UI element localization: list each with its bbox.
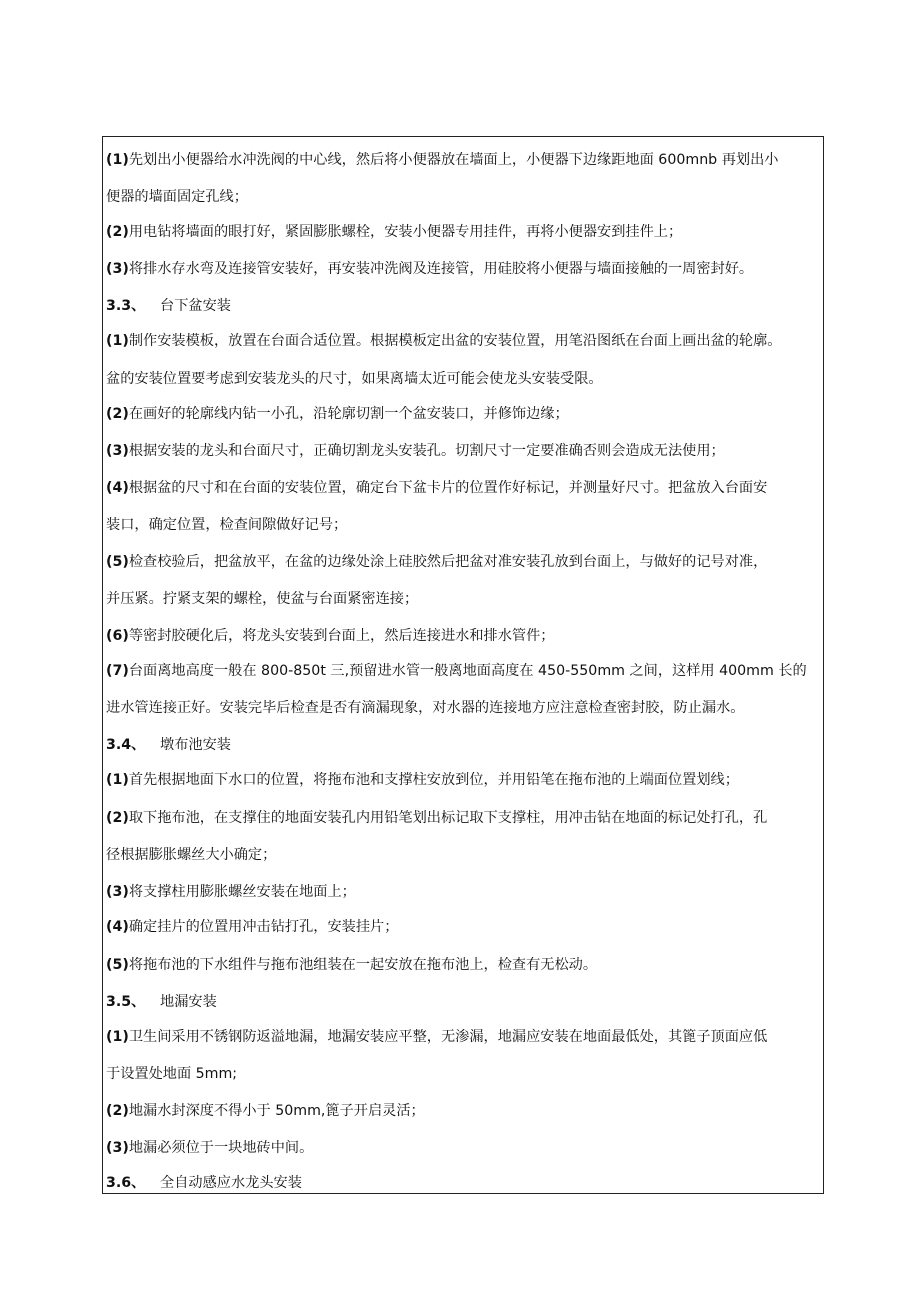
body-line: [106, 808, 767, 828]
body-line: [106, 698, 744, 718]
body-line: [106, 882, 356, 902]
line-text: 检查校验后，把盆放平，在盆的边缘处涂上硅胶然后把盆对准安装孔放到台面上，与做好的记号对准，: [128, 554, 768, 570]
body-line: [106, 770, 739, 790]
line-text: 卫生间采用不锈钢防返溢地漏，地漏安装应平整，无渗漏，地漏应安装在地面最低处，其篦子顶面应低: [128, 1029, 768, 1045]
body-line: [106, 1064, 237, 1084]
section-heading: [106, 992, 217, 1012]
body-line: [106, 917, 398, 937]
item-number: (3): [106, 1140, 129, 1156]
line-text: 于设置处地面 5mm;: [106, 1066, 238, 1082]
line-text: 将拖布池的下水组件与拖布池组装在一起安放在拖布池上，检查有无松动。: [128, 957, 598, 973]
body-line: [106, 845, 276, 865]
body-line: [106, 369, 603, 389]
body-line: [106, 626, 554, 646]
line-text: 盆的安装位置要考虑到安装龙头的尺寸，如果离墙太近可能会使龙头安装受限。: [106, 371, 603, 387]
item-number: (5): [106, 554, 129, 570]
body-line: [106, 1138, 313, 1158]
line-text: 地漏水封深度不得小于 50mm,篦子开启灵活；: [128, 1103, 425, 1119]
line-text: 根据盆的尺寸和在台面的安装位置，确定台下盆卡片的位置作好标记，并测量好尺寸。把盆放入台面安: [128, 480, 768, 496]
line-text: 等密封胶硬化后，将龙头安装到台面上，然后连接进水和排水管件；: [128, 628, 555, 644]
item-number: (6): [106, 628, 129, 644]
line-text: 便器的墙面固定孔线；: [106, 189, 248, 205]
item-number: (2): [106, 406, 129, 422]
section-number: 3.6、: [106, 1175, 146, 1191]
section-number: 3.3、: [106, 298, 146, 314]
line-text: 取下拖布池，在支撑住的地面安装孔内用铅笔划出标记取下支撑柱，用冲击钻在地面的标记处打孔，孔: [128, 810, 768, 826]
body-line: [106, 1101, 425, 1121]
body-line: [106, 404, 569, 424]
line-text: 装口，确定位置，检查间隙做好记号；: [106, 517, 348, 533]
line-text: 制作安装模板，放置在台面合适位置。根据模板定出盆的安装位置，用笔沿图纸在台面上画出盆的轮廓。: [128, 333, 782, 349]
body-line: [106, 589, 418, 609]
body-line: [106, 187, 248, 207]
item-number: (1): [106, 333, 129, 349]
item-number: (1): [106, 772, 129, 788]
item-number: (5): [106, 957, 129, 973]
item-number: (1): [106, 1029, 129, 1045]
section-heading: [106, 296, 231, 316]
item-number: (7): [106, 663, 129, 679]
body-line: [106, 331, 781, 351]
item-number: (2): [106, 810, 129, 826]
line-text: 台面离地高度一般在 800-850t 三,预留进水管一般离地面高度在 450-550mm 之间，这样用 400mm 长的: [128, 663, 807, 679]
line-text: 用电钻将墙面的眼打好，紧固膨胀螺栓，安装小便器专用挂件，再将小便器安到挂件上；: [128, 224, 683, 240]
body-line: [106, 478, 767, 498]
line-text: 根据安装的龙头和台面尺寸，正确切割龙头安装孔。切割尺寸一定要准确否则会造成无法使用；: [128, 443, 725, 459]
line-text: 将支撑柱用膨胀螺丝安装在地面上；: [128, 884, 356, 900]
section-title: 全自动感应水龙头安装: [160, 1175, 302, 1191]
line-text: 先划出小便器给水冲洗阀的中心线，然后将小便器放在墙面上，小便器下边缘距地面 600mnb 再划出小: [128, 152, 779, 168]
body-line: [106, 150, 778, 170]
item-number: (4): [106, 919, 129, 935]
body-line: [106, 1027, 767, 1047]
item-number: (3): [106, 884, 129, 900]
section-heading: [106, 735, 231, 755]
body-line: [106, 661, 807, 681]
section-number: 3.4、: [106, 737, 146, 753]
item-number: (3): [106, 443, 129, 459]
section-title: 墩布池安装: [160, 737, 231, 753]
line-text: 在画好的轮廓线内钻一小孔，沿轮廓切割一个盆安装口，并修饰边缘；: [128, 406, 569, 422]
line-text: 地漏必须位于一块地砖中间。: [128, 1140, 314, 1156]
item-number: (2): [106, 1103, 129, 1119]
item-number: (1): [106, 152, 129, 168]
item-number: (3): [106, 261, 129, 277]
line-text: 径根据膨胀螺丝大小确定；: [106, 847, 277, 863]
section-title: 台下盆安装: [160, 298, 231, 314]
line-text: 首先根据地面下水口的位置，将拖布池和支撑柱安放到位，并用铅笔在拖布池的上端面位置划线；: [128, 772, 739, 788]
line-text: 将排水存水弯及连接管安装好，再安装冲洗阀及连接管，用硅胶将小便器与墙面接触的一周密封好。: [128, 261, 754, 277]
line-text: 确定挂片的位置用冲击钻打孔，安装挂片；: [128, 919, 399, 935]
body-line: [106, 259, 753, 279]
body-line: [106, 955, 597, 975]
section-heading: [106, 1173, 302, 1193]
body-line: [106, 222, 682, 242]
item-number: (2): [106, 224, 129, 240]
section-title: 地漏安装: [160, 994, 217, 1010]
section-number: 3.5、: [106, 994, 146, 1010]
body-line: [106, 552, 767, 572]
body-line: [106, 515, 347, 535]
item-number: (4): [106, 480, 129, 496]
line-text: 进水管连接正好。安装完毕后检查是否有滴漏现象，对水器的连接地方应注意检查密封胶，防止漏水。: [106, 700, 745, 716]
line-text: 并压紧。拧紧支架的螺栓，使盆与台面紧密连接；: [106, 591, 419, 607]
body-line: [106, 441, 725, 461]
